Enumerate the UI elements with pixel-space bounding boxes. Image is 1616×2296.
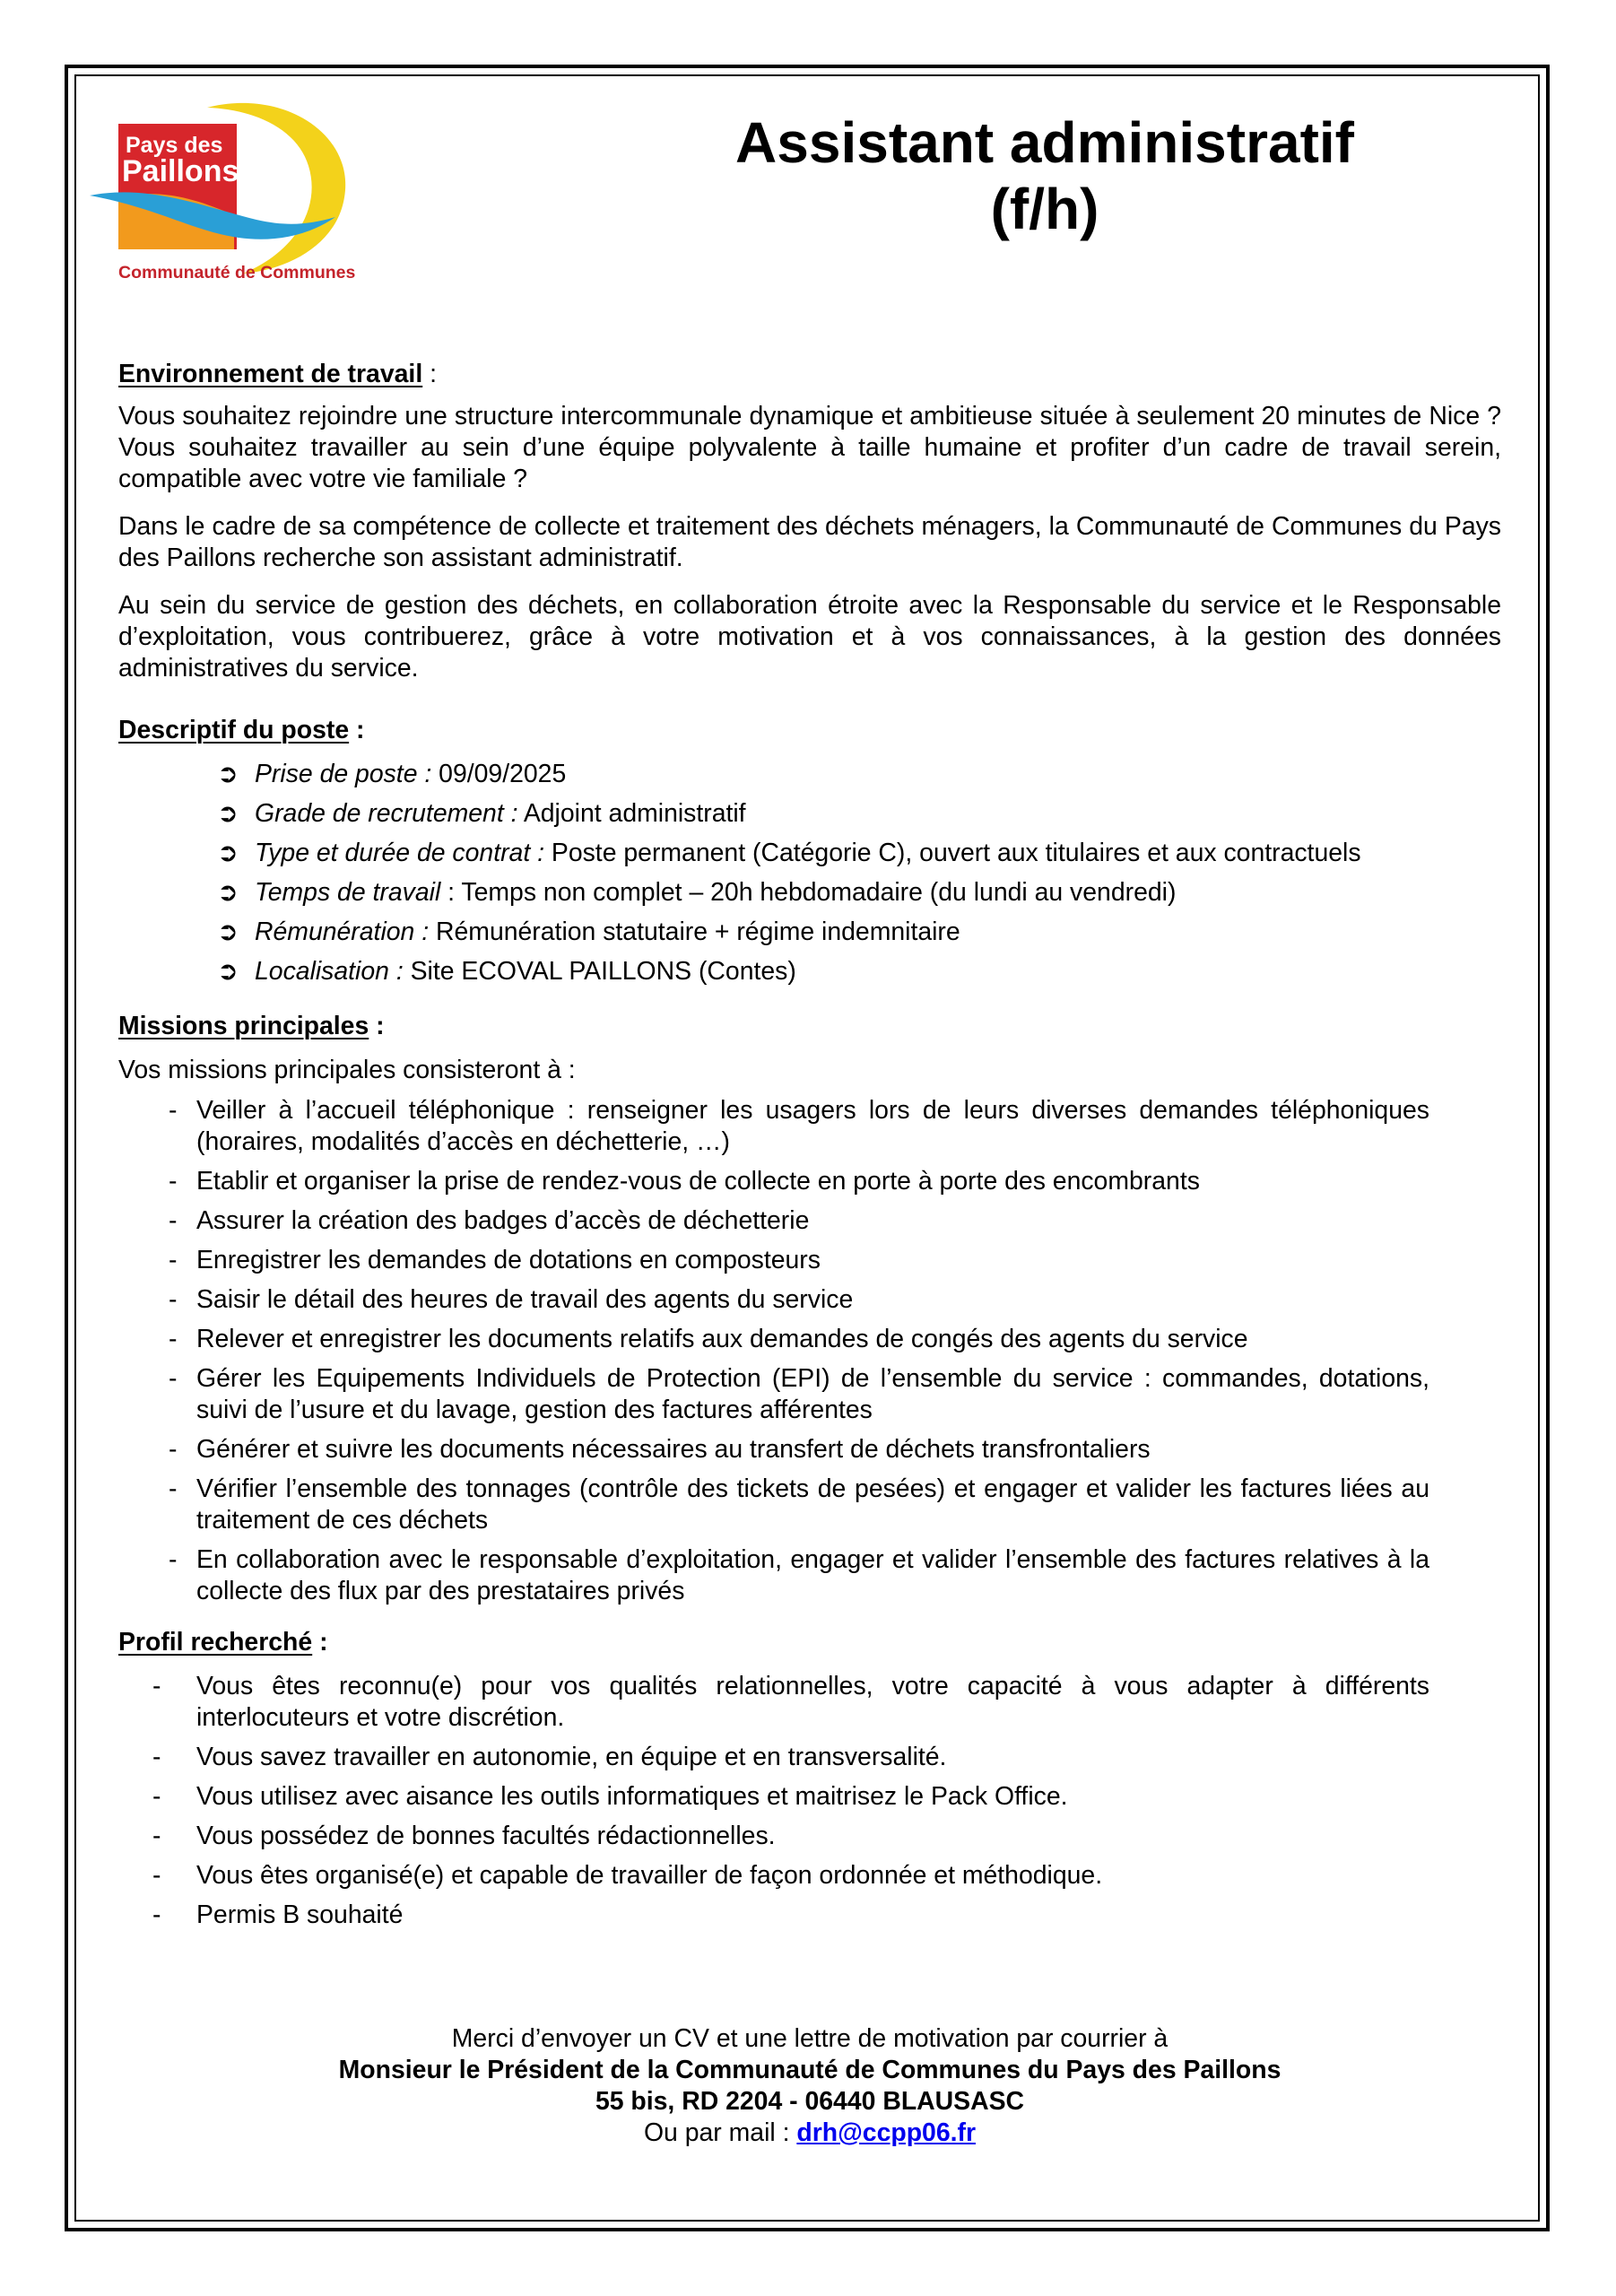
descriptif-item: ➲ Prise de poste : 09/09/2025 (217, 760, 567, 788)
profil-item: - Vous utilisez avec aisance les outils informatiques et maitrisez le Pack Office. (152, 1782, 1068, 1811)
arrow-icon: ➲ (217, 839, 239, 867)
environnement-paragraph-3: Au sein du service de gestion des déchets, en collaboration étroite avec la Responsable du service et le Responsable d’exploitation, vous contribuerez, grâce à votre motivation et à vos connaissances, à la gestion des données administratives du service. (118, 591, 1501, 683)
contact-footer (118, 2023, 1501, 2149)
profil-item: - Vous possédez de bonnes facultés rédactionnelles. (152, 1822, 776, 1850)
mission-item: - Vérifier l’ensemble des tonnages (contrôle des tickets de pesées) et engager et valider les factures liées au traitement de ces déchets (169, 1474, 1429, 1535)
missions-intro: Vos missions principales consisteront à : (118, 1056, 576, 1084)
section-environnement-heading: Environnement de travail : (118, 360, 437, 388)
logo-text-line1: Pays des (126, 133, 223, 158)
profil-list (118, 1671, 1429, 1931)
profil-item: - Vous savez travailler en autonomie, en équipe et en transversalité. (152, 1743, 947, 1771)
mission-item: - Gérer les Equipements Individuels de Protection (EPI) de l’ensemble du service : commandes, dotations, suivi de l’usure et du lavage, gestion des factures afférentes (169, 1364, 1429, 1424)
section-descriptif-heading: Descriptif du poste : (118, 716, 365, 744)
mission-item: - Saisir le détail des heures de travail des agents du service (169, 1285, 854, 1314)
descriptif-item: ➲ Type et durée de contrat : Poste permanent (Catégorie C), ouvert aux titulaires et aux contractuels (217, 839, 1361, 867)
mission-item: - Enregistrer les demandes de dotations en composteurs (169, 1246, 821, 1274)
mission-item: - Assurer la création des badges d’accès de déchetterie (169, 1206, 810, 1235)
missions-list (118, 1095, 1429, 1607)
logo-subtitle: Communauté de Communes (118, 263, 356, 283)
logo-text-line2: Paillons (122, 154, 239, 188)
environnement-paragraph-2: Dans le cadre de sa compétence de collecte et traitement des déchets ménagers, la Communauté de Communes du Pays des Paillons recherche son assistant administratif. (118, 512, 1501, 572)
arrow-icon: ➲ (217, 878, 239, 907)
mission-item: - Veiller à l’accueil téléphonique : renseigner les usagers lors de leurs diverses demandes téléphoniques (horaires, modalités d’accès en déchetterie, …) (169, 1096, 1429, 1156)
descriptif-item: ➲ Grade de recrutement : Adjoint administratif (217, 799, 746, 828)
mission-item: - Générer et suivre les documents nécessaires au transfert de déchets transfrontaliers (169, 1435, 1151, 1464)
mission-item: - En collaboration avec le responsable d’exploitation, engager et valider l’ensemble des factures relatives à la collecte des flux par des prestataires privés (169, 1545, 1429, 1605)
descriptif-item: ➲ Localisation : Site ECOVAL PAILLONS (Contes) (217, 957, 796, 986)
descriptif-list (118, 759, 1501, 987)
footer-recipient: Monsieur le Président de la Communauté de Communes du Pays des Paillons (338, 2056, 1282, 2084)
email-link[interactable]: drh@ccpp06.fr (796, 2118, 977, 2147)
job-title-line1: Assistant administratif (735, 110, 1354, 175)
arrow-icon: ➲ (217, 799, 239, 828)
section-missions-heading: Missions principales : (118, 1012, 385, 1040)
descriptif-item: ➲ Rémunération : Rémunération statutaire + régime indemnitaire (217, 918, 960, 946)
main-content (118, 359, 1501, 1939)
job-title-line2: (f/h) (990, 177, 1099, 241)
arrow-icon: ➲ (217, 918, 239, 946)
profil-item: - Permis B souhaité (152, 1900, 404, 1929)
pays-des-paillons-logo (86, 90, 382, 296)
footer-mail-line: Ou par mail : drh@ccpp06.fr (643, 2118, 977, 2147)
profil-item: - Vous êtes reconnu(e) pour vos qualités relationnelles, votre capacité à vous adapter à différents interlocuteurs et votre discrétion. (152, 1672, 1429, 1732)
arrow-icon: ➲ (217, 760, 239, 788)
footer-line1: Merci d’envoyer un CV et une lettre de motivation par courrier à (451, 2024, 1169, 2053)
arrow-icon: ➲ (217, 957, 239, 986)
section-profil-heading: Profil recherché : (118, 1628, 328, 1657)
footer-address: 55 bis, RD 2204 - 06440 BLAUSASC (595, 2087, 1025, 2116)
profil-item: - Vous êtes organisé(e) et capable de travailler de façon ordonnée et méthodique. (152, 1861, 1103, 1890)
job-title (664, 109, 1426, 242)
descriptif-item: ➲ Temps de travail : Temps non complet – 20h hebdomadaire (du lundi au vendredi) (217, 878, 1177, 907)
mission-item: - Relever et enregistrer les documents relatifs aux demandes de congés des agents du service (169, 1325, 1248, 1353)
mission-item: - Etablir et organiser la prise de rendez-vous de collecte en porte à porte des encombrants (169, 1167, 1200, 1196)
environnement-paragraph-1: Vous souhaitez rejoindre une structure intercommunale dynamique et ambitieuse située à seulement 20 minutes de Nice ? Vous souhaitez travailler au sein d’une équipe polyvalente à taille humaine et profiter d’un cadre de travail serein, compatible avec votre vie familiale ? (118, 402, 1501, 493)
